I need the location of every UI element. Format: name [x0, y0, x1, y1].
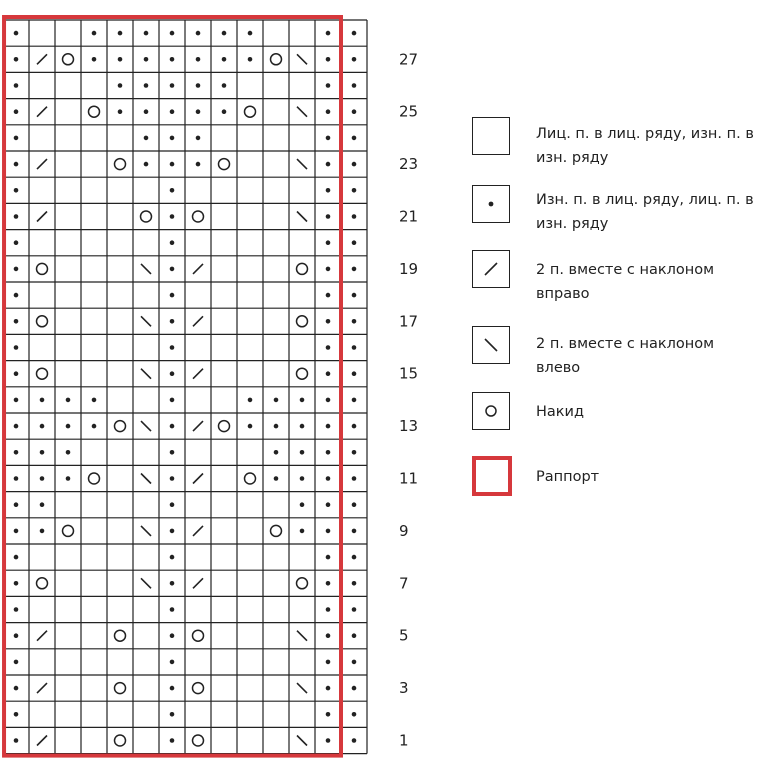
slash-right-icon: [37, 736, 47, 746]
purl-dot-icon: [144, 31, 149, 36]
purl-dot-icon: [14, 31, 19, 36]
purl-dot-icon: [14, 712, 19, 717]
purl-dot-icon: [326, 240, 331, 245]
purl-dot-icon: [40, 502, 45, 507]
purl-dot-icon: [14, 188, 19, 193]
purl-dot-icon: [300, 398, 305, 403]
yarn-over-circle-icon: [245, 106, 256, 117]
edge-dot-icon: [352, 240, 357, 245]
purl-dot-icon: [144, 136, 149, 141]
purl-dot-icon: [300, 450, 305, 455]
slash-left-icon: [297, 631, 307, 641]
purl-dot-icon: [118, 57, 123, 62]
edge-dot-icon: [352, 162, 357, 167]
purl-dot-icon: [144, 83, 149, 88]
purl-dot-icon: [326, 712, 331, 717]
purl-dot-icon: [326, 31, 331, 36]
purl-dot-icon: [326, 398, 331, 403]
edge-dot-icon: [352, 319, 357, 324]
purl-dot-icon: [326, 83, 331, 88]
slash-left-icon: [141, 316, 151, 326]
yarn-over-circle-icon: [193, 735, 204, 746]
yarn-over-circle-icon: [297, 368, 308, 379]
edge-dot-icon: [352, 345, 357, 350]
purl-dot-icon: [170, 267, 175, 272]
legend-label: Раппорт: [536, 469, 600, 485]
purl-dot-icon: [14, 529, 19, 534]
edge-dot-icon: [352, 555, 357, 560]
row-number: 21: [399, 207, 419, 226]
slash-right-icon: [193, 369, 203, 379]
purl-dot-icon: [170, 555, 175, 560]
purl-dot-icon: [66, 424, 71, 429]
purl-dot-icon: [170, 319, 175, 324]
slash-right-icon: [193, 526, 203, 536]
yarn-over-circle-icon: [245, 473, 256, 484]
yarn-over-circle-icon: [115, 630, 126, 641]
purl-dot-icon: [170, 686, 175, 691]
purl-dot-icon: [326, 214, 331, 219]
edge-dot-icon: [352, 267, 357, 272]
purl-dot-icon: [170, 502, 175, 507]
yarn-over-circle-icon: [115, 159, 126, 170]
row-number: 3: [399, 679, 409, 698]
row-number: 19: [399, 259, 419, 278]
edge-dot-icon: [352, 371, 357, 376]
row-number: 13: [399, 417, 419, 436]
purl-dot-icon: [170, 738, 175, 743]
yarn-over-circle-icon: [37, 263, 48, 274]
edge-dot-icon: [352, 214, 357, 219]
purl-dot-icon: [196, 57, 201, 62]
purl-dot-icon: [92, 31, 97, 36]
purl-dot-icon: [14, 398, 19, 403]
yarn-over-circle-icon: [219, 421, 230, 432]
yarn-over-circle-icon: [193, 211, 204, 222]
purl-dot-icon: [170, 136, 175, 141]
purl-dot-icon: [170, 345, 175, 350]
slash-right-icon: [37, 159, 47, 169]
purl-dot-icon: [472, 185, 510, 223]
purl-dot-icon: [14, 345, 19, 350]
purl-dot-icon: [66, 398, 71, 403]
slash-left-icon: [472, 326, 510, 364]
purl-dot-icon: [92, 424, 97, 429]
edge-dot-icon: [352, 529, 357, 534]
purl-dot-icon: [40, 398, 45, 403]
purl-dot-icon: [14, 162, 19, 167]
purl-dot-icon: [274, 398, 279, 403]
purl-dot-icon: [274, 424, 279, 429]
slash-right-icon: [37, 107, 47, 117]
row-number: 11: [399, 469, 419, 488]
slash-left-icon: [141, 578, 151, 588]
purl-dot-icon: [248, 424, 253, 429]
purl-dot-icon: [196, 109, 201, 114]
legend-label: Лиц. п. в лиц. ряду, изн. п. в изн. ряду: [536, 126, 754, 166]
purl-dot-icon: [14, 214, 19, 219]
purl-dot-icon: [40, 450, 45, 455]
purl-dot-icon: [14, 476, 19, 481]
slash-right-icon: [37, 631, 47, 641]
legend-label: Изн. п. в лиц. ряду, лиц. п. в изн. ряду: [536, 192, 754, 232]
slash-right-icon: [193, 421, 203, 431]
purl-dot-icon: [14, 109, 19, 114]
purl-dot-icon: [14, 607, 19, 612]
slash-left-icon: [141, 369, 151, 379]
slash-right-icon: [37, 54, 47, 64]
purl-dot-icon: [222, 57, 227, 62]
purl-dot-icon: [14, 686, 19, 691]
purl-dot-icon: [14, 319, 19, 324]
slash-right-icon: [472, 250, 510, 288]
purl-dot-icon: [196, 162, 201, 167]
edge-dot-icon: [352, 712, 357, 717]
yarn-over-circle-icon: [193, 683, 204, 694]
purl-dot-icon: [248, 57, 253, 62]
purl-dot-icon: [170, 450, 175, 455]
slash-right-icon: [193, 264, 203, 274]
purl-dot-icon: [14, 581, 19, 586]
yarn-over-circle-icon: [115, 735, 126, 746]
purl-dot-icon: [222, 83, 227, 88]
slash-left-icon: [141, 526, 151, 536]
purl-dot-icon: [144, 109, 149, 114]
edge-dot-icon: [352, 502, 357, 507]
edge-dot-icon: [352, 476, 357, 481]
slash-left-icon: [141, 264, 151, 274]
purl-dot-icon: [326, 188, 331, 193]
edge-dot-icon: [352, 450, 357, 455]
purl-dot-icon: [170, 31, 175, 36]
purl-dot-icon: [14, 502, 19, 507]
legend-label: Накид: [536, 404, 584, 420]
purl-dot-icon: [14, 738, 19, 743]
slash-left-icon: [297, 736, 307, 746]
purl-dot-icon: [14, 555, 19, 560]
edge-dot-icon: [352, 581, 357, 586]
purl-dot-icon: [144, 162, 149, 167]
purl-dot-icon: [300, 424, 305, 429]
row-number: 23: [399, 155, 419, 174]
slash-left-icon: [297, 212, 307, 222]
purl-dot-icon: [326, 57, 331, 62]
purl-dot-icon: [326, 502, 331, 507]
yarn-over-circle-icon: [141, 211, 152, 222]
knit-symbol-icon: [472, 117, 510, 155]
edge-dot-icon: [352, 660, 357, 665]
row-number: 9: [399, 521, 409, 540]
legend-label: 2 п. вместе с наклоном вправо: [536, 262, 715, 302]
edge-dot-icon: [352, 633, 357, 638]
edge-dot-icon: [352, 293, 357, 298]
purl-dot-icon: [326, 267, 331, 272]
yarn-over-circle-icon: [271, 525, 282, 536]
purl-dot-icon: [14, 633, 19, 638]
purl-dot-icon: [326, 529, 331, 534]
purl-dot-icon: [14, 267, 19, 272]
purl-dot-icon: [326, 109, 331, 114]
purl-dot-icon: [118, 109, 123, 114]
row-number: 25: [399, 102, 419, 121]
purl-dot-icon: [170, 109, 175, 114]
yarn-over-circle-icon: [297, 263, 308, 274]
purl-dot-icon: [326, 450, 331, 455]
slash-left-icon: [297, 54, 307, 64]
purl-dot-icon: [196, 31, 201, 36]
purl-dot-icon: [40, 424, 45, 429]
purl-dot-icon: [14, 83, 19, 88]
purl-dot-icon: [170, 633, 175, 638]
edge-dot-icon: [352, 607, 357, 612]
purl-dot-icon: [326, 136, 331, 141]
row-number: 1: [399, 731, 409, 750]
purl-dot-icon: [326, 686, 331, 691]
slash-right-icon: [193, 474, 203, 484]
purl-dot-icon: [14, 57, 19, 62]
purl-dot-icon: [326, 345, 331, 350]
edge-dot-icon: [352, 83, 357, 88]
purl-dot-icon: [170, 712, 175, 717]
yarn-over-circle-icon: [63, 54, 74, 65]
purl-dot-icon: [170, 476, 175, 481]
yarn-over-circle-icon: [89, 473, 100, 484]
purl-dot-icon: [170, 371, 175, 376]
purl-dot-icon: [300, 529, 305, 534]
purl-dot-icon: [196, 136, 201, 141]
slash-right-icon: [193, 316, 203, 326]
purl-dot-icon: [274, 476, 279, 481]
purl-dot-icon: [196, 83, 201, 88]
slash-left-icon: [297, 159, 307, 169]
purl-dot-icon: [14, 424, 19, 429]
slash-right-icon: [193, 578, 203, 588]
purl-dot-icon: [170, 660, 175, 665]
slash-right-icon: [37, 683, 47, 693]
purl-dot-icon: [326, 555, 331, 560]
purl-dot-icon: [170, 57, 175, 62]
yarn-over-circle-icon: [115, 421, 126, 432]
purl-dot-icon: [92, 57, 97, 62]
purl-dot-icon: [66, 476, 71, 481]
purl-dot-icon: [222, 109, 227, 114]
purl-dot-icon: [326, 319, 331, 324]
row-number: 17: [399, 312, 419, 331]
slash-left-icon: [141, 474, 151, 484]
purl-dot-icon: [170, 529, 175, 534]
purl-dot-icon: [326, 476, 331, 481]
edge-dot-icon: [352, 188, 357, 193]
purl-dot-icon: [248, 398, 253, 403]
purl-dot-icon: [326, 607, 331, 612]
slash-right-icon: [37, 212, 47, 222]
purl-dot-icon: [170, 162, 175, 167]
purl-dot-icon: [170, 398, 175, 403]
repeat-box-icon: [472, 456, 512, 496]
legend: [472, 0, 768, 768]
yarn-over-circle-icon: [472, 392, 510, 430]
yarn-over-circle-icon: [115, 683, 126, 694]
slash-left-icon: [297, 683, 307, 693]
edge-dot-icon: [352, 31, 357, 36]
purl-dot-icon: [326, 581, 331, 586]
purl-dot-icon: [300, 476, 305, 481]
edge-dot-icon: [352, 738, 357, 743]
purl-dot-icon: [118, 31, 123, 36]
purl-dot-icon: [326, 738, 331, 743]
purl-dot-icon: [326, 162, 331, 167]
purl-dot-icon: [14, 660, 19, 665]
purl-dot-icon: [326, 371, 331, 376]
purl-dot-icon: [170, 607, 175, 612]
purl-dot-icon: [274, 450, 279, 455]
purl-dot-icon: [170, 214, 175, 219]
yarn-over-circle-icon: [63, 525, 74, 536]
purl-dot-icon: [170, 83, 175, 88]
purl-dot-icon: [144, 57, 149, 62]
yarn-over-circle-icon: [297, 578, 308, 589]
yarn-over-circle-icon: [37, 316, 48, 327]
row-number: 5: [399, 626, 409, 645]
yarn-over-circle-icon: [37, 578, 48, 589]
yarn-over-circle-icon: [297, 316, 308, 327]
purl-dot-icon: [170, 581, 175, 586]
purl-dot-icon: [170, 240, 175, 245]
purl-dot-icon: [118, 83, 123, 88]
purl-dot-icon: [14, 371, 19, 376]
row-number: 27: [399, 50, 419, 69]
edge-dot-icon: [352, 398, 357, 403]
purl-dot-icon: [326, 293, 331, 298]
purl-dot-icon: [170, 424, 175, 429]
yarn-over-circle-icon: [271, 54, 282, 65]
purl-dot-icon: [40, 476, 45, 481]
purl-dot-icon: [326, 660, 331, 665]
purl-dot-icon: [300, 502, 305, 507]
purl-dot-icon: [66, 450, 71, 455]
purl-dot-icon: [14, 450, 19, 455]
purl-dot-icon: [222, 31, 227, 36]
purl-dot-icon: [14, 136, 19, 141]
edge-dot-icon: [352, 686, 357, 691]
edge-dot-icon: [352, 109, 357, 114]
purl-dot-icon: [170, 293, 175, 298]
yarn-over-circle-icon: [89, 106, 100, 117]
slash-left-icon: [141, 421, 151, 431]
row-number: 15: [399, 364, 419, 383]
edge-dot-icon: [352, 424, 357, 429]
slash-left-icon: [297, 107, 307, 117]
edge-dot-icon: [352, 57, 357, 62]
purl-dot-icon: [14, 293, 19, 298]
yarn-over-circle-icon: [219, 159, 230, 170]
legend-label: 2 п. вместе с наклоном влево: [536, 336, 715, 376]
yarn-over-circle-icon: [193, 630, 204, 641]
purl-dot-icon: [14, 240, 19, 245]
purl-dot-icon: [326, 424, 331, 429]
purl-dot-icon: [248, 31, 253, 36]
purl-dot-icon: [40, 529, 45, 534]
purl-dot-icon: [170, 188, 175, 193]
row-number: 7: [399, 574, 409, 593]
purl-dot-icon: [92, 398, 97, 403]
purl-dot-icon: [326, 633, 331, 638]
yarn-over-circle-icon: [37, 368, 48, 379]
edge-dot-icon: [352, 136, 357, 141]
